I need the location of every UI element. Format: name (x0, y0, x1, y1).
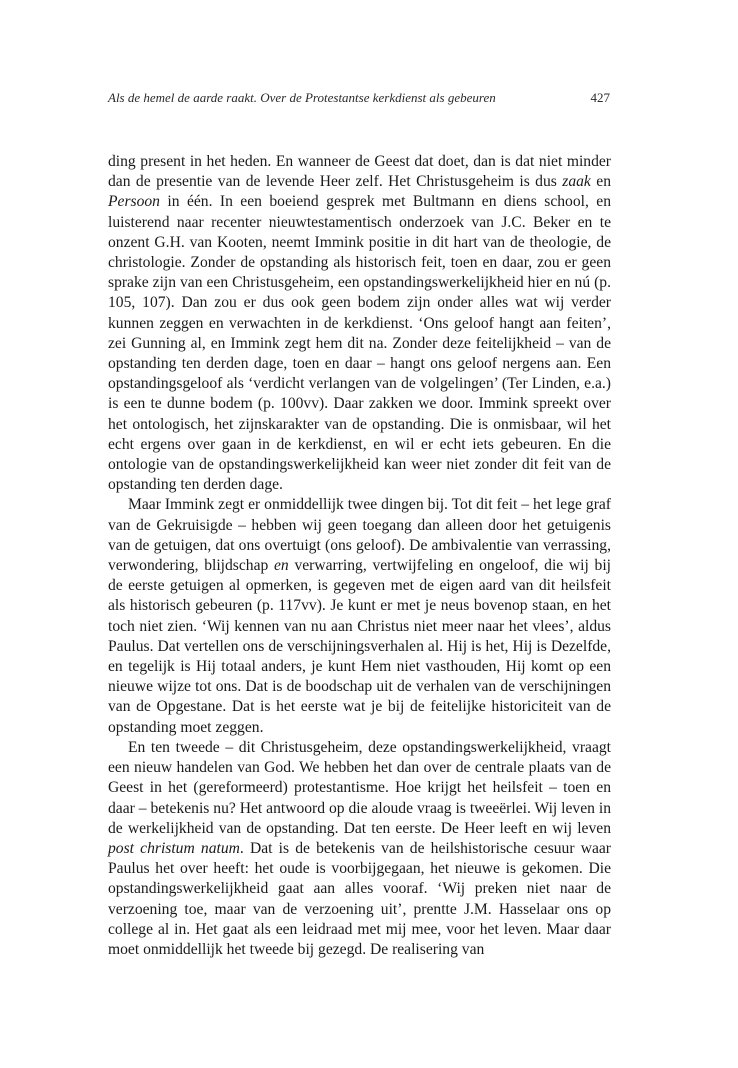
text-run: . Dat is de betekenis van de heilshistorische cesuur waar Paulus het over heeft: het oude is voorbijgegaan, het nieuwe is gekomen. Die opstandingswerkelijkheid gaat aan alles vooraf. ‘Wij preken niet naar de verzoening toe, maar van de verzoening uit’, prentte J.M. Hasselaar ons op college al in. Het gaat als een leidraad met mij mee, voor het leven. Maar daar moet onmiddellijk het tweede bij gezegd. De realisering van (108, 839, 612, 958)
emphasis: post christum natum (108, 839, 240, 857)
text-run: verwarring, vertwijfeling en ongeloof, die wij bij de eerste getuigen al opmerken, is gegeven met de eigen aard van dit heilsfeit als historisch gebeuren (p. 117vv). Je kunt er met je neus bovenop staan, en het toch niet zien. ‘Wij kennen van nu aan Christus niet meer naar het vlees’, aldus Paulus. Dat vertellen ons de verschijningsverhalen al. Hij is het, Hij is Dezelfde, en tegelijk is Hij totaal anders, je kunt Hem niet vasthouden, Hij komt op een nieuwe wijze tot ons. Dat is de boodschap uit de verhalen van de verschijningen van de Opgestane. Dat is het eerste wat je bij de feitelijke historiciteit van de opstanding moet zeggen. (108, 557, 611, 736)
paragraph-1 (108, 152, 611, 495)
text-run: in één. In een boeiend gesprek met Bultmann en diens school, en luisterend naar recenter nieuwtestamentisch onderzoek van J.C. Beker en te onzent G.H. van Kooten, neemt Immink positie in dit hart van de theologie, de christologie. Zonder de opstanding als historisch feit, toen en daar, zou er geen sprake zijn van een Christusgeheim, een opstandingswerkelijkheid hier en nú (p. 105, 107). Dan zou er dus ook geen bodem zijn onder alles wat wij verder kunnen zeggen en verwachten in de kerkdienst. ‘Ons geloof hangt aan feiten’, zei Gunning al, en Immink zegt hem dit na. Zonder deze feitelijkheid – van de opstanding ten derden dage, toen en daar – hangt ons geloof nergens aan. Een opstandingsgeloof als ‘verdicht verlangen van de volgelingen’ (Ter Linden, e.a.) is een te dunne bodem (p. 100vv). Daar zakken we door. Immink spreekt over het ontologisch, het zijnskarakter van de opstanding. Die is onmisbaar, wil het echt ergens over gaan in de kerkdienst, en wil er echt iets gebeuren. En die ontologie van de opstandingswerkelijkheid kan weer niet zonder dit feit van de opstanding ten derden dage. (108, 193, 611, 494)
emphasis: zaak (562, 173, 591, 191)
running-header (108, 90, 610, 106)
text-run: Maar Immink zegt er onmiddellijk twee dingen bij. Tot dit feit – het lege graf van de Gekruisigde – hebben wij geen toegang dan alleen door het getuigenis van de getuigen, dat ons overtuigt (ons geloof). De ambivalentie van verrassing, verwondering, blijdschap (108, 496, 611, 575)
page-number: 427 (590, 90, 610, 105)
emphasis: Persoon (108, 193, 160, 211)
text-run: en (590, 173, 611, 191)
emphasis: en (274, 557, 289, 575)
running-title: Als de hemel de aarde raakt. Over de Protestantse kerkdienst als gebeuren (108, 90, 496, 105)
paragraph-2 (108, 495, 611, 737)
text-run: ding present in het heden. En wanneer de Geest dat doet, dan is dat niet minder dan de presentie van de levende Heer zelf. Het Christusgeheim is dus (108, 153, 611, 191)
text-run: En ten tweede – dit Christusgeheim, deze opstandingswerkelijkheid, vraagt een nieuw handelen van God. We hebben het dan over de centrale plaats van de Geest in het (gereformeerd) protestantisme. Hoe krijgt het heilsfeit – toen en daar – betekenis nu? Het antwoord op die aloude vraag is tweeërlei. Wij leven in de werkelijkheid van de opstanding. Dat ten eerste. De Heer leeft en wij leven (108, 738, 611, 837)
body-text (108, 152, 611, 960)
paragraph-3 (108, 738, 611, 960)
